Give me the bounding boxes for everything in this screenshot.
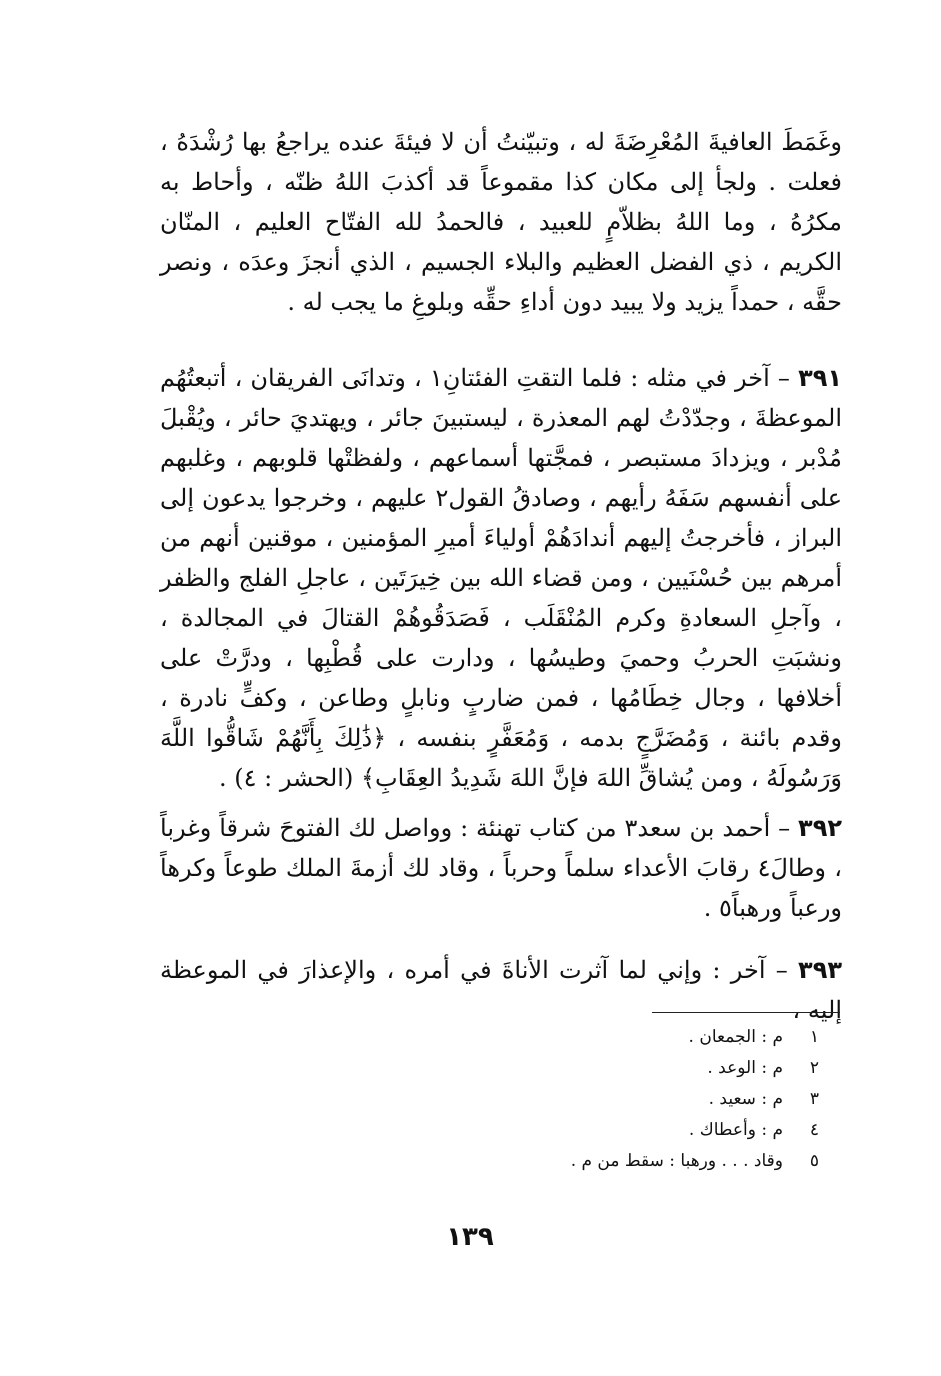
paragraph-393 [160, 950, 842, 1030]
footnote-text: م : وأعطاك . [688, 1120, 783, 1140]
footnote-text: م : الجمعان . [688, 1027, 783, 1047]
footnote-5 [419, 1146, 819, 1177]
paragraph-392 [160, 808, 842, 928]
entry-text-392: – أحمد بن سعد٣ من كتاب تهنئة : وواصل لك الفتوحَ شرقاً وغرباً ، وطالَ٤ رقابَ الأعداء سلماً وحرباً ، وقاد لك أزمةَ الملك طوعاً وكرهاً ورعباً ورهباً٥ . [160, 814, 842, 922]
footnote-divider [652, 1012, 840, 1013]
page-number: ١٣٩ [446, 1222, 494, 1252]
entry-number-393: ٣٩٣ [798, 956, 842, 984]
entry-number-392: ٣٩٢ [798, 814, 842, 842]
entry-text-391: – آخر في مثله : فلما التقتِ الفئتانِ١ ، وتدانَى الفريقان ، أتبعتُهُم الموعظةَ ، وجدّدْتُ لهم المعذرة ، ليستبينَ جائر ، ويهتديَ حائر ، ويُقْبلَ مُدْبر ، ويزدادَ مستبصر ، فمجَّتها أسماعهم ، ولفظتْها قلوبهم ، وغلبهم على أنفسهم سَفَهُ رأيهم ، وصادقُ القول٢ عليهم ، وخرجوا يدعون إلى البراز ، فأخرجتُ إليهم أندادَهُمْ أولياءَ أميرِ المؤمنين ، موقنين أنهم من أمرهم بين حُسْنَيين ، ومن قضاء الله بين خِيرَتَين ، عاجلِ الفلج والظفر ، وآجلِ السعادةِ وكرم المُنْقَلَب ، فَصَدَقُوهُمْ القتالَ في المجالدة ، ونشبَتِ الحربُ وحميَ وطيسُها ، ودارت على قُطْبِها ، ودرَّتْ على أخلافها ، وجال خِطَامُها ، فمن ضاربٍ ونابلٍ وطاعن ، وكفٍّ نادرة ، وقدم بائنة ، وَمُضَرَّجٍ بدمه ، وَمُعَفَّرٍ بنفسه ، ﴿ذَٰلِكَ بِأَنَّهُمْ شَاقُّوا اللَّهَ وَرَسُولَهُ ، ومن يُشاقِّ اللهَ فإنَّ اللهَ شَدِيدُ العِقَابِ﴾ (الحشر : ٤) . [160, 364, 843, 792]
footnote-text: وقاد . . . ورهبا : سقط من م . [570, 1151, 783, 1171]
footnote-4 [419, 1115, 819, 1146]
paragraph-intro: وغَمَطَ العافيةَ المُعْرِضَةَ له ، وتبيّنتُ أن لا فيئةَ عنده يراجعُ بها رُشْدَهُ ، فعلت . ولجأ إلى مكان كذا مقموعاً قد أكذبَ اللهُ ظنّه ، وأحاط به مكرُهُ ، وما اللهُ بظلاّمٍ للعبيد ، فالحمدُ لله الفتّاح العليم ، المنّان الكريم ، ذي الفضل العظيم والبلاء الجسيم ، الذي أنجزَ وعدَه ، ونصر حقَّه ، حمداً يزيد ولا يبيد دون أداءِ حقِّه وبلوغِ ما يجب له . [160, 128, 842, 316]
footnote-number: ١ [809, 1027, 819, 1047]
footnote-text: م : الوعد . [707, 1058, 783, 1078]
footnote-1 [419, 1022, 819, 1053]
paragraph-391 [160, 358, 842, 798]
footnote-text: م : سعيد . [708, 1089, 783, 1109]
footnote-number: ٢ [809, 1058, 819, 1078]
footnote-2 [419, 1053, 819, 1084]
footnote-number: ٥ [809, 1151, 819, 1171]
entry-number-391: ٣٩١ [798, 364, 843, 392]
footnote-3 [419, 1084, 819, 1115]
footnotes [419, 1022, 819, 1177]
entry-text-393: – آخر : وإني لما آثرت الأناةَ في أمره ، والإعذارَ في الموعظة إليه ، [160, 956, 842, 1024]
footnote-number: ٤ [809, 1120, 819, 1140]
footnote-number: ٣ [809, 1089, 819, 1109]
